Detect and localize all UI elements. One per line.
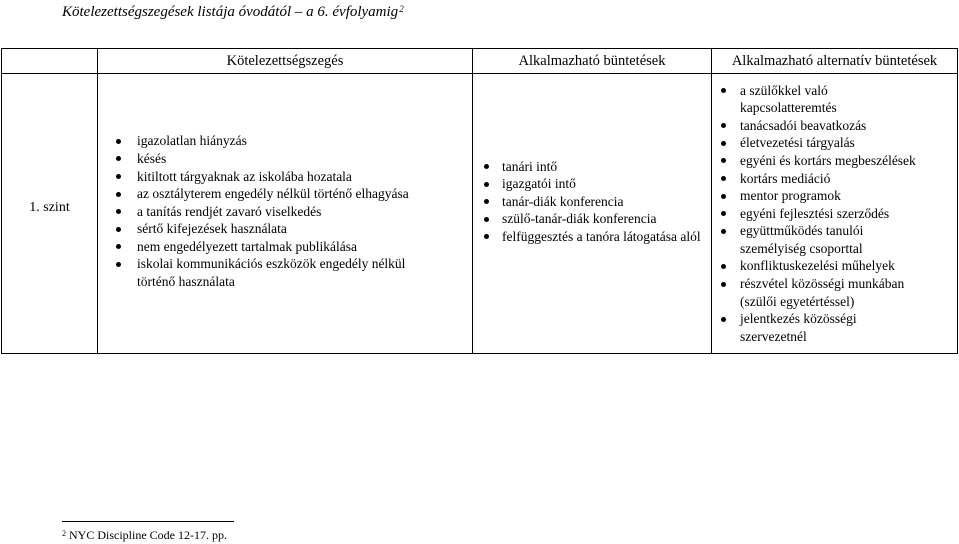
table-row <box>2 74 958 354</box>
list-item: a szülőkkel való kapcsolatteremtés <box>712 82 957 117</box>
list-item: tanácsadói beavatkozás <box>712 117 957 135</box>
list-item: igazgatói intő <box>473 175 711 193</box>
list-item: a tanítás rendjét zavaró viselkedés <box>98 203 472 221</box>
obligations-list <box>98 132 472 290</box>
penalties-cell <box>473 74 712 354</box>
header-level <box>2 49 98 74</box>
penalties-list <box>473 158 711 246</box>
list-item: felfüggesztés a tanóra látogatása alól <box>473 228 711 246</box>
footnote-ref: 2 <box>62 529 66 538</box>
list-item: nem engedélyezett tartalmak publikálása <box>98 238 472 256</box>
document-title-text: Kötelezettségszegések listája óvodától – a 6. évfolyamig <box>62 4 399 20</box>
table-header-row <box>2 49 958 74</box>
list-item: sértő kifejezések használata <box>98 220 472 238</box>
list-item: tanár-diák konferencia <box>473 193 711 211</box>
list-item: kitiltott tárgyaknak az iskolába hozatala <box>98 168 472 186</box>
header-penalties: Alkalmazható büntetések <box>473 49 712 74</box>
footnote-text: NYC Discipline Code 12-17. pp. <box>69 528 227 542</box>
level-cell <box>2 74 98 354</box>
list-item: iskolai kommunikációs eszközök engedély nélkül történő használata <box>98 255 472 290</box>
level-label: 1. szint <box>29 199 70 215</box>
header-obligation: Kötelezettségszegés <box>98 49 473 74</box>
list-item: tanári intő <box>473 158 711 176</box>
list-item: szülő-tanár-diák konferencia <box>473 210 711 228</box>
alternatives-cell <box>712 74 958 354</box>
list-item: egyéni fejlesztési szerződés <box>712 205 957 223</box>
list-item: jelentkezés közösségi szervezetnél <box>712 310 957 345</box>
footnote-separator <box>62 521 234 522</box>
document-title <box>62 2 404 22</box>
alternatives-list <box>712 82 957 346</box>
list-item: mentor programok <box>712 187 957 205</box>
header-alternatives: Alkalmazható alternatív büntetések <box>712 49 958 74</box>
obligations-cell <box>98 74 473 354</box>
list-item: egyéni és kortárs megbeszélések <box>712 152 957 170</box>
list-item: konfliktuskezelési műhelyek <box>712 257 957 275</box>
title-footnote-ref: 2 <box>399 4 404 14</box>
list-item: részvétel közösségi munkában (szülői egyetértéssel) <box>712 275 957 310</box>
list-item: együttműködés tanulói személyiség csoporttal <box>712 222 957 257</box>
list-item: igazolatlan hiányzás <box>98 132 472 150</box>
footnote <box>62 527 227 543</box>
discipline-table <box>1 48 958 354</box>
list-item: az osztályterem engedély nélkül történő elhagyása <box>98 185 472 203</box>
list-item: kortárs mediáció <box>712 170 957 188</box>
list-item: késés <box>98 150 472 168</box>
list-item: életvezetési tárgyalás <box>712 134 957 152</box>
